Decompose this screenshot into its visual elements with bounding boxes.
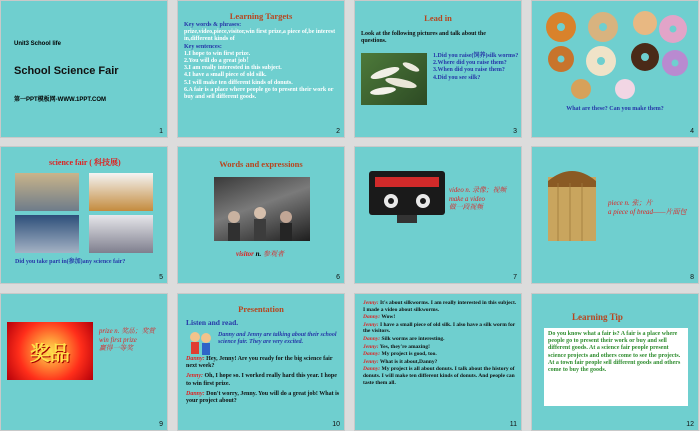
slide-number: 11 (509, 421, 517, 428)
word-en: visitor (236, 250, 254, 258)
silkworm-photo (361, 53, 427, 105)
slide-number: 8 (690, 274, 694, 281)
word-cn: 参观者 (263, 250, 285, 258)
slide-number: 6 (336, 274, 340, 281)
slide-2[interactable] (177, 0, 345, 138)
lead-intro: Look at the following pictures and talk about the questions. (361, 31, 486, 45)
fair-question: Did you take part in(参加)any science fair? (15, 259, 126, 265)
slide-number: 1 (159, 128, 163, 135)
slide-title: Words and expressions (219, 159, 303, 169)
sentence-1: 1.I hope to win first prize. (184, 50, 251, 57)
dialogue-line-2: Jenny: Oh, I hope so. I worked really hard this year. I hope to win first prize. (186, 373, 337, 387)
slide-number: 7 (513, 274, 517, 281)
dialogue-line-2: Danny: Wow! (363, 314, 396, 321)
question-1: 1.Did you raise(饲养)silk worms? (433, 53, 519, 59)
dialogue-line-1: Danny: Hey, Jenny! Are you ready for the big science fair next week? (186, 356, 333, 370)
prize-line-2: win first prize (99, 336, 137, 344)
sentences-heading: Key sentences: (184, 43, 222, 50)
donut-question: What are these? Can you make them? (566, 106, 664, 112)
visitors-photo (214, 177, 310, 241)
visitor-word (236, 249, 284, 259)
slide-title: Presentation (238, 304, 284, 314)
slide-8[interactable] (531, 146, 699, 284)
dialogue (363, 300, 517, 386)
slide-number: 10 (332, 421, 340, 428)
dialogue-line-7: Jenny: What is it about,Danny? (363, 358, 438, 365)
video-cassette-photo (367, 165, 447, 229)
slide-number: 4 (690, 128, 694, 135)
prize-banner (7, 322, 93, 380)
dialogue-line-8: Danny: My project is all about donuts. I talk about the history of donuts. I will make ten different kinds of donuts. And people can taste them all. (363, 366, 515, 386)
slide-title: Learning Tip (572, 312, 623, 322)
video-text (449, 187, 521, 213)
presentation-intro: Danny and Jenny are talking about their school science fair. They are very excited. (218, 332, 337, 346)
sentence-6: 6.A fair is a place where people go to present their work or buy and sell different goods. (184, 86, 334, 101)
question-2: 2.Where did you raise them? (433, 60, 507, 67)
dialogue-line-6: Danny: My project is good, too. (363, 351, 437, 358)
video-line-1: video n. 录像；视频 (449, 187, 507, 194)
slide-10[interactable] (177, 293, 345, 431)
prize-banner-text: 奖品 (30, 340, 70, 365)
piece-text (608, 199, 696, 217)
slide-number: 12 (686, 421, 694, 428)
slide-footer: 第一PPT模板网-WWW.1PPT.COM (14, 97, 106, 103)
prize-line-3: 赢得一等奖 (99, 345, 133, 352)
slide-12[interactable] (531, 293, 699, 431)
question-3: 3.When did you raise them? (433, 67, 505, 74)
tip-box (544, 328, 688, 406)
keywords-text: prize,video,piece,visitor,win first prize,a piece of,be interest in,different kinds of (184, 29, 336, 43)
slide-11[interactable] (354, 293, 522, 431)
slide-number: 3 (513, 128, 517, 135)
video-line-2: make a video (449, 195, 485, 203)
dialogue-line-3: Danny: Don't worry, Jenny. You will do a great job! What is your project about? (186, 390, 340, 405)
sentence-3: 3.I am really interested in this subject. (184, 65, 282, 72)
fair-photo-4 (89, 215, 153, 253)
keywords-heading: Key words & phrases: (184, 22, 242, 28)
slide-6[interactable] (177, 146, 345, 284)
fair-photo-3 (15, 215, 79, 253)
prize-text (99, 328, 167, 354)
sentence-4: 4.I have a small piece of old silk. (184, 72, 267, 79)
dialogue-line-1: Jenny: It's about silkworms. I am really interested in this subject. I made a video about silkworms. (363, 300, 517, 313)
sentence-5: 5.I will make ten different kinds of donuts. (184, 79, 293, 86)
question-4: 4.Did you see silk? (433, 74, 481, 81)
tip-text: Do you know what a fair is? A fair is a place where people go to present their work or buy and sell different goods. At a science fair people present science projects and others come to see the projects. At a town fair people sell different goods and others come to buy the goods. (548, 331, 681, 374)
slide-3[interactable] (354, 0, 522, 138)
dialogue-line-3: Jenny: I have a small piece of old silk. I also have a silk worm for the visitors. (363, 321, 516, 335)
slide-title: School Science Fair (14, 65, 119, 77)
dialogue-line-4: Danny: Silk worms are interesting. (363, 335, 445, 342)
prize-line-1: prize n. 奖品；奖赏 (99, 328, 156, 335)
kids-illustration (186, 330, 214, 358)
slide-1[interactable] (0, 0, 168, 138)
slide-title: Lead in (424, 13, 452, 23)
slide-number: 9 (159, 421, 163, 428)
video-line-3: 做一段视频 (449, 204, 483, 211)
bread-photo (544, 167, 600, 243)
piece-line-1: piece n. 张；片 (608, 199, 653, 207)
slide-number: 5 (159, 274, 163, 281)
fair-photo-2 (89, 173, 153, 211)
donuts-photo (541, 9, 691, 99)
questions-list (433, 53, 519, 82)
slide-9[interactable] (0, 293, 168, 431)
fair-photo-1 (15, 173, 79, 211)
slide-title: science fair ( 科技展) (49, 158, 121, 167)
slide-number: 2 (336, 128, 340, 135)
unit-label: Unit3 School life (14, 41, 62, 47)
slide-title: Learning Targets (229, 11, 293, 21)
word-pos: n. (255, 250, 262, 258)
piece-line-2: a piece of bread——片面包 (608, 208, 687, 216)
slide-4[interactable] (531, 0, 699, 138)
dialogue-line-5: Jenny: Yes, they're amazing! (363, 343, 430, 350)
sentence-2: 2.You will do a great job！ (184, 58, 253, 65)
slide-subtitle: Listen and read. (186, 318, 239, 327)
slide-7[interactable] (354, 146, 522, 284)
dialogue (186, 356, 340, 405)
learning-body (184, 22, 340, 101)
slide-5[interactable] (0, 146, 168, 284)
